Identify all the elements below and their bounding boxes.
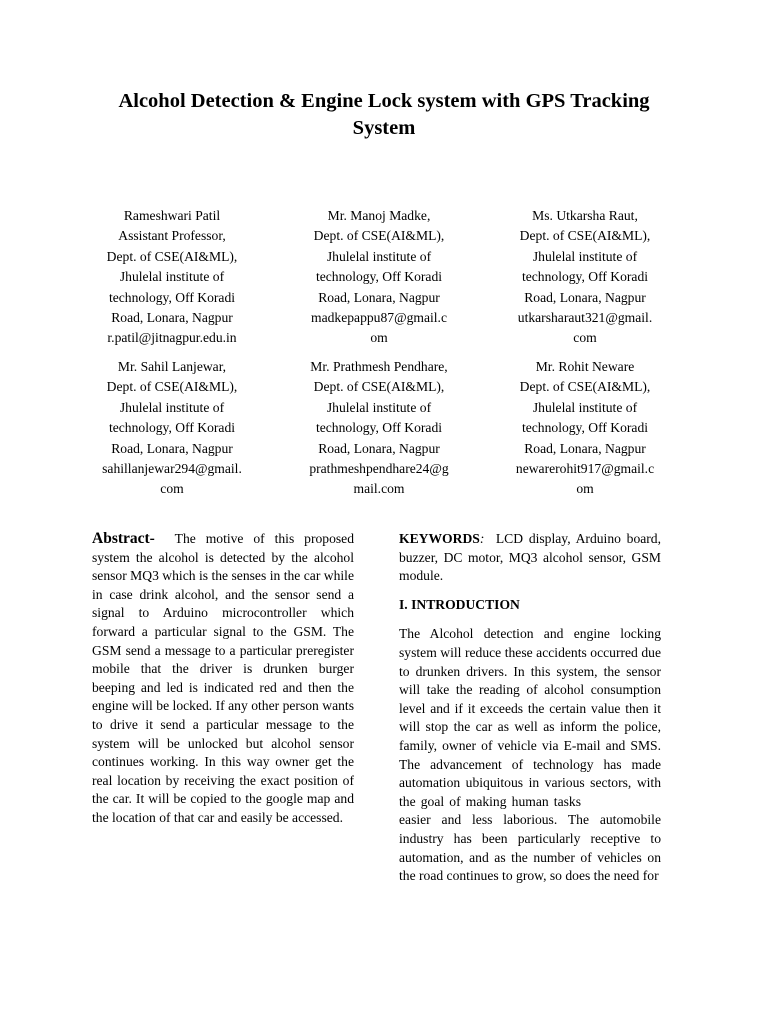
introduction-text: easier and less laborious. The automobile industry has been particularly receptive to automation, and as the number of vehicles on the road continues to grow, so does the need for [399, 812, 661, 884]
author-line: Dept. of CSE(AI&ML), [106, 379, 238, 395]
author-line: Road, Lonara, Nagpur [318, 289, 440, 305]
author-block [86, 357, 258, 500]
author-line: Road, Lonara, Nagpur [524, 289, 646, 305]
author-line: Dept. of CSE(AI&ML), [313, 379, 445, 395]
author-line: Dept. of CSE(AI&ML), [519, 228, 651, 244]
author-line: Mr. Manoj Madke, [327, 208, 431, 223]
author-line: Road, Lonara, Nagpur [318, 440, 440, 456]
author-line: technology, Off Koradi [108, 289, 236, 305]
author-line: Road, Lonara, Nagpur [111, 310, 233, 326]
author-block [293, 357, 465, 500]
author-email: sahillanjewar294@gmail. [102, 461, 242, 477]
author-line: Ms. Utkarsha Raut, [532, 208, 638, 223]
author-line: Jhulelal institute of [326, 248, 432, 264]
abstract-column [92, 530, 354, 828]
keywords-colon: : [479, 531, 485, 546]
author-line: Dept. of CSE(AI&ML), [519, 379, 651, 395]
author-email: prathmeshpendhare24@g [309, 461, 449, 477]
author-email: newarerohit917@gmail.c [515, 461, 655, 477]
author-line: Mr. Rohit Neware [535, 359, 635, 374]
author-line: Jhulelal institute of [532, 399, 638, 415]
author-email: r.patil@jitnagpur.edu.in [107, 330, 237, 346]
author-line: technology, Off Koradi [521, 269, 649, 285]
abstract-paragraph [92, 530, 354, 828]
author-line: Road, Lonara, Nagpur [524, 440, 646, 456]
keywords-text: LCD display, Arduino board, buzzer, DC motor, MQ3 alcohol sensor, GSM module. [399, 531, 662, 584]
author-email: mail.com [353, 481, 405, 497]
author-line: Jhulelal institute of [532, 248, 638, 264]
keywords-paragraph [399, 530, 661, 586]
author-line: technology, Off Koradi [108, 420, 236, 436]
author-line: Jhulelal institute of [119, 399, 225, 415]
author-line: Jhulelal institute of [119, 269, 225, 285]
author-line: Jhulelal institute of [326, 399, 432, 415]
author-line: Road, Lonara, Nagpur [111, 440, 233, 456]
author-email: madkepappu87@gmail.c [311, 310, 447, 326]
abstract-text: The motive of this proposed system the alcohol is detected by the alcohol sensor MQ3 which is the senses in the car while in case drink alcohol, and the sensor send a signal to Arduino microcontroller which forward a particular signal to the GSM. The GSM send a message to a particular preregister mobile that the driver is drunken burger beeping and led is indicated red and then the engine will be locked. If any other person wants to drive it send a particular message to the system will be unlocked but alcohol sensor continues working. In this way owner get the real location by receiving the exact position of the car. It will be copied to the google map and the location of that car and easily be accessed. [92, 531, 354, 825]
author-line: technology, Off Koradi [315, 420, 443, 436]
keywords-heading: KEYWORDS [399, 531, 480, 546]
author-block [86, 206, 258, 349]
introduction-heading: I. INTRODUCTION [399, 596, 520, 612]
author-block [499, 357, 671, 500]
author-line: Assistant Professor, [118, 228, 226, 244]
introduction-text: The Alcohol detection and engine locking system will reduce these accidents occurred due to drunken drivers. In this system, the sensor will take the reading of alcohol consumption level and if it exceeds the certain value then it will stop the car as well as inform the police, family, owner of vehicle via E-mail and SMS. The advancement of technology has made automation ubiquitous in various sectors, with the goal of making human tasks [399, 626, 661, 809]
author-email: om [370, 330, 388, 346]
abstract-heading: Abstract- [92, 530, 155, 547]
author-line: technology, Off Koradi [521, 420, 649, 436]
author-line: Rameshwari Patil [123, 208, 221, 223]
author-email: utkarsharaut321@gmail. [517, 310, 653, 326]
paper-title: Alcohol Detection & Engine Lock system with GPS Tracking System [118, 90, 650, 139]
author-block [293, 206, 465, 349]
author-line: Dept. of CSE(AI&ML), [106, 248, 238, 264]
author-email: com [160, 481, 184, 497]
author-line: Mr. Sahil Lanjewar, [117, 359, 227, 374]
author-block [499, 206, 671, 349]
author-line: Dept. of CSE(AI&ML), [313, 228, 445, 244]
author-line: technology, Off Koradi [315, 269, 443, 285]
introduction-paragraph [399, 625, 661, 885]
right-column [399, 530, 661, 886]
author-email: com [573, 330, 597, 346]
author-email: om [576, 481, 594, 497]
author-line: Mr. Prathmesh Pendhare, [310, 359, 448, 374]
